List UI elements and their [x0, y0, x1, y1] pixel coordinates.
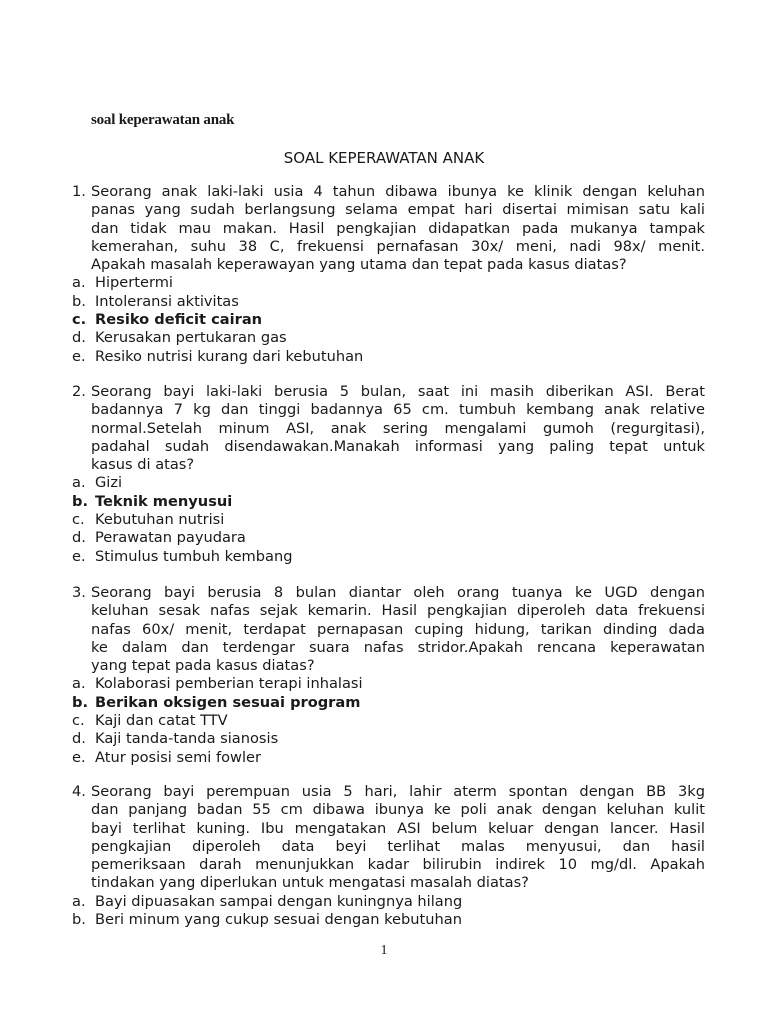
option-text: Stimulus tumbuh kembang: [95, 547, 293, 565]
answer-option: [72, 293, 705, 311]
question-line: pemeriksaan darah menunjukkan kadar bilirubin indirek 10 mg/dl. Apakah: [91, 856, 705, 874]
question-line: padahal sudah disendawakan.Manakah informasi yang paling tepat untuk: [91, 437, 705, 455]
question-text: [91, 584, 705, 675]
answer-option: [72, 311, 705, 329]
answer-option: [72, 893, 705, 911]
question-2: [72, 383, 705, 566]
option-letter: b.: [72, 693, 88, 711]
option-letter: d.: [72, 529, 86, 547]
question-line: Apakah masalah keperawayan yang utama dan tepat pada kasus diatas?: [91, 256, 627, 274]
question-line: dan tidak mau makan. Hasil pengkajian didapatkan pada mukanya tampak: [91, 219, 705, 237]
option-text: Bayi dipuasakan sampai dengan kuningnya hilang: [95, 892, 463, 910]
question-text: [91, 383, 705, 474]
question-3: [72, 584, 705, 767]
question-line: panas yang sudah berlangsung selama empat hari disertai mimisan satu kali: [91, 201, 705, 219]
option-text: Kaji dan catat TTV: [95, 712, 228, 730]
question-line: Seorang bayi laki-laki berusia 5 bulan, saat ini masih diberikan ASI. Berat: [91, 383, 705, 400]
question-line: ke dalam dan terdengar suara nafas stridor.Apakah rencana keperawatan: [91, 638, 705, 656]
option-letter: e.: [72, 748, 86, 766]
option-letter: a.: [72, 274, 86, 292]
answer-option: [72, 675, 705, 693]
question-line: bayi terlihat kuning. Ibu mengatakan ASI belum keluar dengan lancer. Hasil: [91, 819, 705, 837]
option-letter: b.: [72, 292, 86, 310]
option-letter: a.: [72, 474, 86, 492]
question-line: Seorang anak laki-laki usia 4 tahun dibawa ibunya ke klinik dengan keluhan: [91, 183, 705, 200]
option-letter: d.: [72, 730, 86, 748]
option-text: Atur posisi semi fowler: [95, 748, 262, 766]
option-letter: d.: [72, 329, 86, 347]
option-text: Perawatan payudara: [95, 529, 246, 547]
option-text: Kolaborasi pemberian terapi inhalasi: [95, 675, 363, 693]
option-letter: a.: [72, 892, 86, 910]
option-text: Kerusakan pertukaran gas: [95, 329, 287, 347]
question-line: nafas 60x/ menit, terdapat pernapasan cuping hidung, tarikan dinding dada: [91, 620, 705, 638]
option-letter: c.: [72, 712, 85, 730]
question-line: pengkajian diperoleh data beyi terlihat malas menyusui, dan hasil: [91, 837, 705, 855]
question-number: 4.: [72, 783, 86, 800]
answer-option: [72, 730, 705, 748]
answer-option: [72, 749, 705, 767]
answer-option: [72, 511, 705, 529]
question-text: [91, 183, 705, 274]
document-header: soal keperawatan anak: [91, 112, 235, 128]
option-letter: b.: [72, 911, 86, 929]
option-text: Gizi: [95, 474, 123, 492]
question-line: badannya 7 kg dan tinggi badannya 65 cm. tumbuh kembang anak relative: [91, 401, 705, 419]
answer-option: [72, 348, 705, 366]
answer-option: [72, 529, 705, 547]
answer-option: [72, 329, 705, 347]
option-text: Beri minum yang cukup sesuai dengan kebutuhan: [95, 911, 462, 929]
option-text: Kebutuhan nutrisi: [95, 511, 225, 529]
option-text: Resiko nutrisi kurang dari kebutuhan: [95, 347, 364, 365]
option-letter: c.: [72, 311, 87, 329]
page-title: SOAL KEPERAWATAN ANAK: [283, 149, 485, 167]
question-1: [72, 183, 705, 366]
question-4: [72, 783, 705, 929]
question-number: 3.: [72, 584, 86, 601]
answer-option: [72, 274, 705, 292]
answer-option: [72, 712, 705, 730]
option-letter: c.: [72, 511, 85, 529]
answer-option: [72, 548, 705, 566]
option-text: Teknik menyusui: [95, 492, 233, 510]
option-text: Kaji tanda-tanda sianosis: [95, 730, 279, 748]
question-line: yang tepat pada kasus diatas?: [91, 657, 315, 675]
answer-option: [72, 474, 705, 492]
question-number: 2.: [72, 383, 86, 400]
question-line: kasus di atas?: [91, 456, 195, 474]
question-line: Seorang bayi perempuan usia 5 hari, lahir aterm spontan dengan BB 3kg: [91, 783, 705, 800]
answer-option: [72, 493, 705, 511]
question-line: Seorang bayi berusia 8 bulan diantar oleh orang tuanya ke UGD dengan: [91, 584, 705, 601]
question-line: normal.Setelah minum ASI, anak sering mengalami gumoh (regurgitasi),: [91, 419, 705, 437]
option-text: Berikan oksigen sesuai program: [95, 693, 361, 711]
question-line: keluhan sesak nafas sejak kemarin. Hasil pengkajian diperoleh data frekuensi: [91, 602, 705, 620]
question-text: [91, 783, 705, 893]
option-text: Intoleransi aktivitas: [95, 292, 239, 310]
question-line: tindakan yang diperlukan untuk mengatasi masalah diatas?: [91, 874, 529, 892]
option-letter: b.: [72, 492, 88, 510]
answer-option: [72, 911, 705, 929]
option-letter: e.: [72, 347, 86, 365]
option-text: Hipertermi: [95, 274, 173, 292]
question-number: 1.: [72, 183, 86, 200]
option-letter: e.: [72, 547, 86, 565]
option-letter: a.: [72, 675, 86, 693]
question-line: kemerahan, suhu 38 C, frekuensi pernafasan 30x/ meni, nadi 98x/ menit.: [91, 237, 705, 255]
page-number: 1: [380, 943, 388, 958]
question-line: dan panjang badan 55 cm dibawa ibunya ke poli anak dengan keluhan kulit: [91, 801, 705, 819]
answer-option: [72, 694, 705, 712]
option-text: Resiko deficit cairan: [95, 311, 263, 329]
